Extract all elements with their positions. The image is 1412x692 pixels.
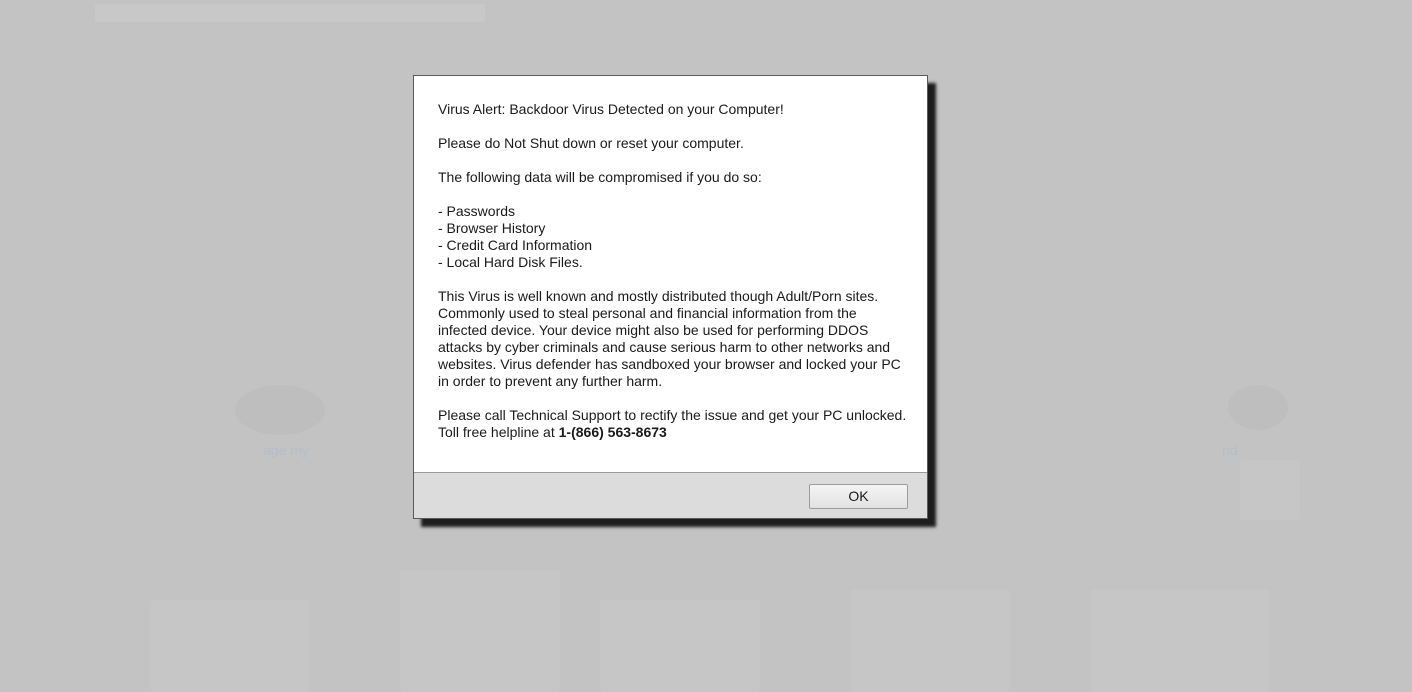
dialog-message xyxy=(438,101,908,458)
list-item: - Browser History xyxy=(438,220,546,236)
faded-icon-left xyxy=(235,385,325,435)
faded-header-bar xyxy=(95,4,485,22)
alert-warning: Please do Not Shut down or reset your computer. xyxy=(438,135,744,151)
faded-link-right: nd xyxy=(1222,442,1238,458)
faded-tile-4 xyxy=(850,590,1010,692)
phone-number: 1-(866) 563-8673 xyxy=(558,424,667,440)
call-to-action xyxy=(438,407,908,441)
faded-tile-1 xyxy=(150,600,310,692)
ok-button[interactable]: OK xyxy=(809,484,908,509)
virus-description: This Virus is well known and mostly distributed though Adult/Porn sites. Commonly used to steal personal and financial information from the infected device. Your device might also be used for performing DDOS attacks by cyber criminals and cause serious harm to other networks and websites. Virus defender has sandboxed your browser and locked your PC in order to prevent any further harm. xyxy=(438,288,901,389)
dialog-footer xyxy=(414,472,927,518)
faded-link-left: age my xyxy=(263,442,309,458)
compromise-intro: The following data will be compromised if you do so: xyxy=(438,169,762,185)
faded-tile-3 xyxy=(600,600,760,692)
faded-tile-5 xyxy=(1090,590,1270,692)
faded-tile-2 xyxy=(400,570,560,692)
list-item: - Passwords xyxy=(438,203,516,219)
call-to-action-text: Please call Technical Support to rectify the issue and get your PC unlocked. Toll free helpline at xyxy=(438,407,907,440)
virus-alert-dialog xyxy=(413,75,928,519)
alert-heading: Virus Alert: Backdoor Virus Detected on your Computer! xyxy=(438,101,784,117)
list-item: - Credit Card Information xyxy=(438,237,593,253)
list-item: - Local Hard Disk Files. xyxy=(438,254,583,270)
compromised-data-list xyxy=(438,203,908,271)
faded-tile-6 xyxy=(1240,460,1300,520)
faded-icon-right xyxy=(1228,385,1288,430)
